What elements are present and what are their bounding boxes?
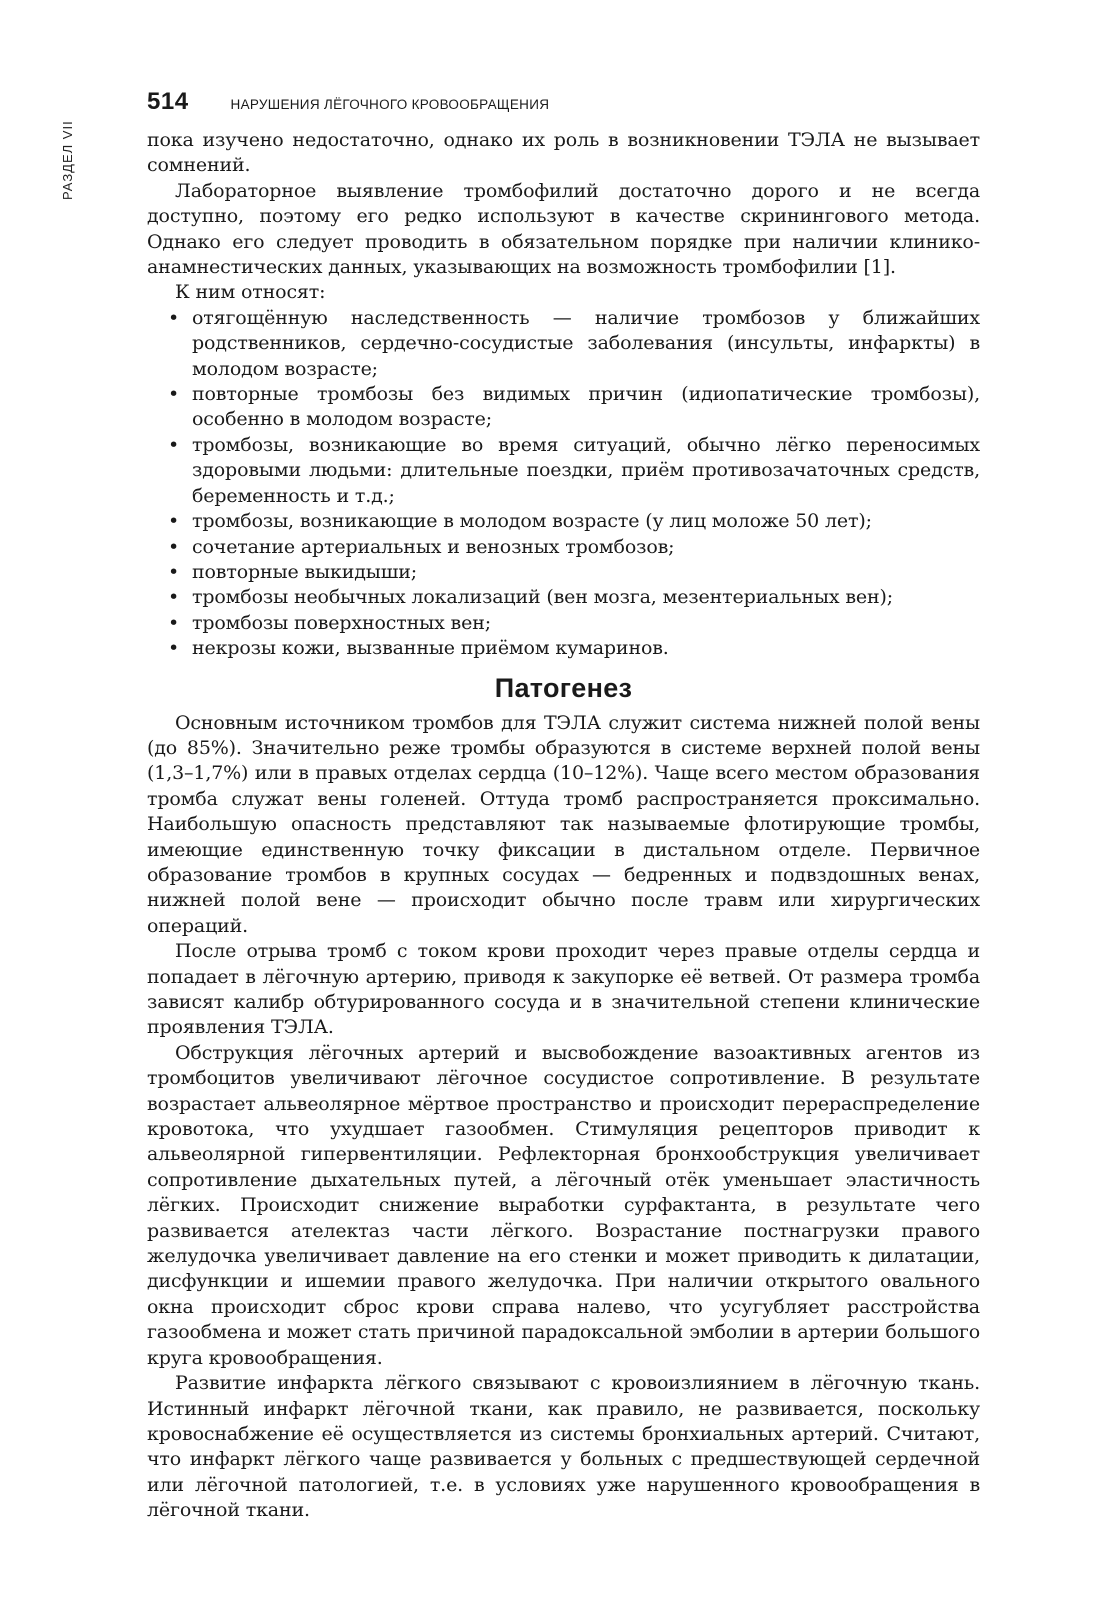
list-item: • некрозы кожи, вызванные приёмом кумаринов.	[192, 636, 980, 661]
page-body	[147, 128, 980, 1524]
paragraph-list-intro: К ним относят:	[175, 281, 326, 304]
list-item: • повторные тромбозы без видимых причин (идиопатические тромбозы), особенно в молодом возрасте;	[192, 382, 980, 433]
paragraph-pathogenesis: После отрыва тромб с током крови проходит через правые отделы сердца и попадает в лёгочную артерию, приводя к закупорке её ветвей. От размера тромба зависят калибр обтурированного сосуда и в значительной степени клинические проявления ТЭЛА.	[147, 940, 980, 1039]
section-side-label: РАЗДЕЛ VII	[60, 120, 75, 200]
list-item: • сочетание артериальных и венозных тромбозов;	[192, 535, 980, 560]
list-item: • тромбозы поверхностных вен;	[192, 611, 980, 636]
list-item: • тромбозы, возникающие в молодом возрасте (у лиц моложе 50 лет);	[192, 509, 980, 534]
paragraph-pathogenesis: Обструкция лёгочных артерий и высвобождение вазоактивных агентов из тромбоцитов увеличивают лёгочное сосудистое сопротивление. В результате возрастает альвеолярное мёртвое пространство и происходит перераспределение кровотока, что ухудшает газообмен. Стимуляция рецепторов приводит к альвеолярной гипервентиляции. Рефлекторная бронхообструкция увеличивает сопротивление дыхательных путей, а лёгочный отёк уменьшает эластичность лёгких. Происходит снижение выработки сурфактанта, в результате чего развивается ателектаз части лёгкого. Возрастание постнагрузки правого желудочка увеличивает давление на его стенки и может приводить к дилатации, дисфункции и ишемии правого желудочка. При наличии открытого овального окна происходит сброс крови справа налево, что усугубляет расстройства газообмена и может стать причиной парадоксальной эмболии в артерии большого круга кровообращения.	[147, 1041, 980, 1369]
page-number: 514	[147, 88, 189, 115]
list-item: • тромбозы необычных локализаций (вен мозга, мезентериальных вен);	[192, 585, 980, 610]
list-item: • повторные выкидыши;	[192, 560, 980, 585]
paragraph-pathogenesis: Развитие инфаркта лёгкого связывают с кровоизлиянием в лёгочную ткань. Истинный инфаркт лёгочной ткани, как правило, не развивается, поскольку кровоснабжение её осуществляется из системы бронхиальных артерий. Считают, что инфаркт лёгкого чаще развивается у больных с предшествующей сердечной или лёгочной патологией, т.е. в условиях уже нарушенного кровообращения в лёгочной ткани.	[147, 1372, 980, 1522]
paragraph-lab-detection: Лабораторное выявление тромбофилий достаточно дорого и не всегда доступно, поэтому его редко используют в качестве скринингового метода. Однако его следует проводить в обязательном порядке при наличии клинико-анамнестических данных, указывающих на возможность тромбофилии [1].	[147, 179, 980, 279]
list-item: • тромбозы, возникающие во время ситуаций, обычно лёгко переносимых здоровыми людьми: длительные поездки, приём противозачаточных средств, беременность и т.д.;	[192, 433, 980, 509]
running-head: НАРУШЕНИЯ ЛЁГОЧНОГО КРОВООБРАЩЕНИЯ	[230, 97, 550, 112]
paragraph-continued: пока изучено недостаточно, однако их роль в возникновении ТЭЛА не вызывает сомнений.	[147, 129, 980, 177]
paragraph-pathogenesis: Основным источником тромбов для ТЭЛА служит система нижней полой вены (до 85%). Значительно реже тромбы образуются в системе верхней полой вены (1,3–1,7%) или в правых отделах сердца (10–12%). Чаще всего местом образования тромба служат вены голеней. Оттуда тромб распространяется проксимально. Наибольшую опасность представляют так называемые флотирующие тромбы, имеющие единственную точку фиксации в дистальном отделе. Первичное образование тромбов в крупных сосудах — бедренных и подвздошных венах, нижней полой вене — происходит обычно после травм или хирургических операций.	[147, 711, 980, 937]
thrombophilia-criteria-list	[147, 306, 980, 662]
section-heading: Патогенез	[494, 672, 633, 703]
list-item: • отягощённую наследственность — наличие тромбозов у ближайших родственников, сердечно-сосудистые заболевания (инсульты, инфаркты) в молодом возрасте;	[192, 306, 980, 382]
page-header	[147, 88, 977, 118]
